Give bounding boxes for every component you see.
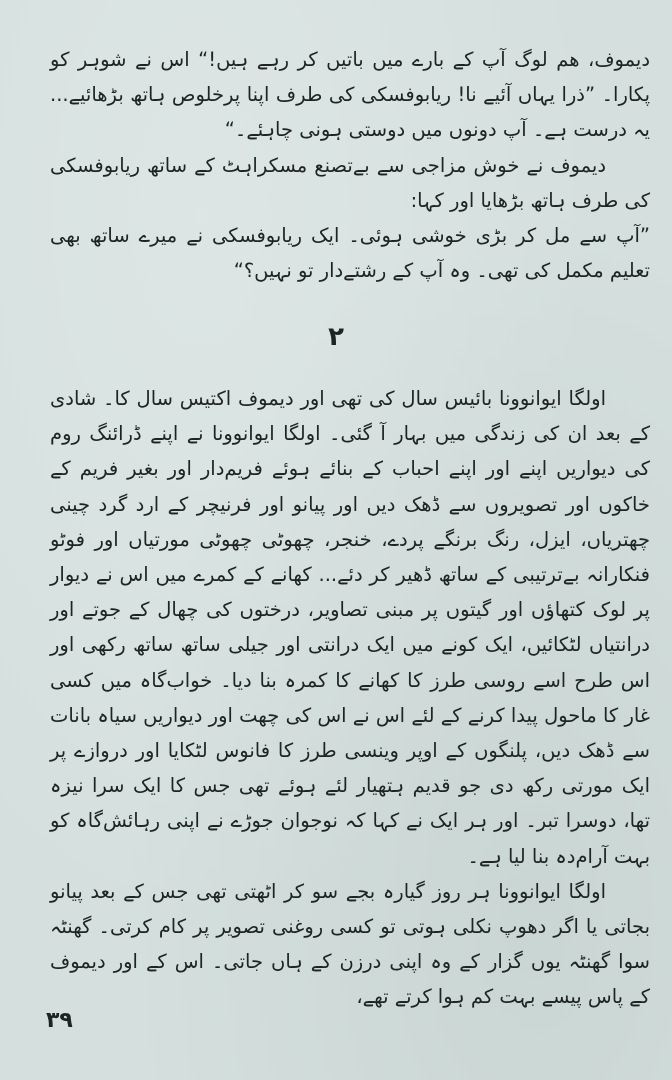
paragraph-1: ديموف، هم لوگ آپ کے بارے میں باتیں کر رہے ہیں!“ اس نے شوہر کو پکارا۔ ”ذرا یہاں آئیے نا! ریابوفسکی کی طرف اپنا پرخلوص ہاتھ بڑھائیے... یہ درست ہے۔ آپ دونوں میں دوستی ہونی چاہئے۔“: [50, 48, 650, 142]
paragraph-4: اولگا ایوانوونا بائیس سال کی تھی اور دیموف اکتیس سال کا۔ شادی کے بعد ان کی زندگی میں بہار آ گئی۔ اولگا ایوانوونا نے اپنے ڈرائنگ روم کی دیواریں اپنے اور اپنے احباب کے بنائے ہوئے فریم‌دار اور بغیر فریم کے خاکوں اور تصویروں سے ڈھک دیں اور پیانو اور فرنیچر کے ارد گرد چینی چھتریاں، ایزل، رنگ برنگے پردے، خنجر، چھوٹی چھوٹی مورتیاں اور فوٹو فنکارانہ بےترتیبی کے ساتھ ڈھیر کر دئے... کھانے کے کمرے میں اس نے دیوار پر لوک کتھاؤں اور گیتوں پر مبنی تصاویر، درختوں کی چھال کے جوتے اور درانتیاں لٹکائیں، ایک کونے میں ایک درانتی اور جیلی ساتھ ساتھ رکھی اور اس طرح اسے روسی طرز کا کھانے کا کمرہ بنا دیا۔ خواب‌گاہ میں کسی غار کا ماحول پیدا کرنے کے لئے اس نے اس کی چھت اور دیواریں سیاہ بانات سے ڈھک دیں، پلنگوں کے اوپر وینسی طرز کا فانوس لٹکایا اور دروازے پر ایک مورتی رکھ دی جو قدیم ہتھیار لئے ہوئے تھی جس کا ایک سرا نیزہ تھا، دوسرا تبر۔ اور ہر ایک نے کہا کہ نوجوان جوڑے نے اپنی رہائش‌گاہ کو بہت آرام‌دہ بنا لیا ہے۔: [50, 387, 650, 868]
text-section-1: [50, 42, 650, 288]
section-number: ۲: [328, 322, 344, 352]
text-section-2: [50, 381, 650, 1015]
paragraph-3: ”آپ سے مل کر بڑی خوشی ہوئی۔ ایک ریابوفسکی نے میرے ساتھ بھی تعلیم مکمل کی تھی۔ وہ آپ کے رشتےدار تو نہیں؟“: [50, 224, 650, 283]
page-number: ۳۹: [46, 1008, 73, 1033]
paragraph-2: ديموف نے خوش مزاجی سے بےتصنع مسکراہٹ کے ساتھ ریابوفسکی کی طرف ہاتھ بڑھایا اور کہا:: [50, 153, 650, 212]
paragraph-5: اولگا ایوانوونا ہر روز گیارہ بجے سو کر اٹھتی تھی جس کے بعد پیانو بجاتی یا اگر دھوپ نکلی ہوتی تو کسی روغنی تصویر پر کام کرتی۔ گھنٹہ سوا گھنٹہ یوں گزار کے وہ اپنی درزن کے ہاں جاتی۔ اس کے اور دیموف کے پاس پیسے بہت کم ہوا کرتے تھے،: [50, 879, 650, 1009]
